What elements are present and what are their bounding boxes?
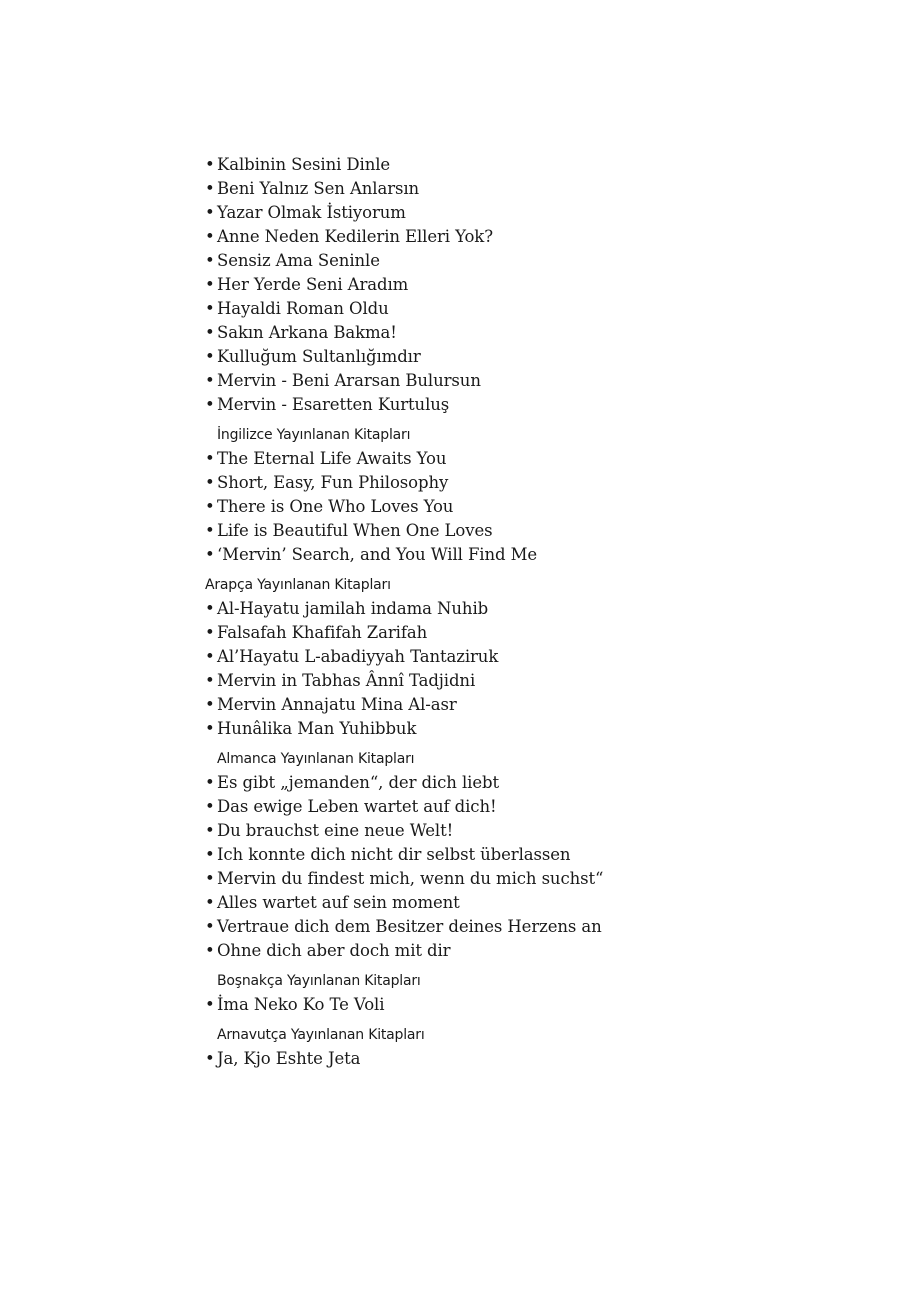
list-item	[205, 993, 765, 1017]
list-item	[205, 621, 765, 645]
section-english	[205, 424, 765, 567]
bullet-icon: •	[205, 227, 215, 246]
list-item	[205, 771, 765, 795]
list-item	[205, 471, 765, 495]
book-title: Anne Neden Kedilerin Elleri Yok?	[217, 227, 493, 246]
list-item	[205, 669, 765, 693]
bullet-icon: •	[205, 179, 215, 198]
bullet-icon: •	[205, 347, 215, 366]
bullet-icon: •	[205, 275, 215, 294]
book-title: Mervin du findest mich, wenn du mich suchst“	[217, 869, 604, 888]
list-item	[205, 1047, 765, 1071]
list-item	[205, 369, 765, 393]
book-title: Short, Easy, Fun Philosophy	[217, 473, 449, 492]
bullet-icon: •	[205, 395, 215, 414]
list-item	[205, 153, 765, 177]
list-item	[205, 177, 765, 201]
bullet-icon: •	[205, 251, 215, 270]
list-item	[205, 225, 765, 249]
list-item	[205, 891, 765, 915]
list-item	[205, 345, 765, 369]
list-item	[205, 693, 765, 717]
book-title: Mervin Annajatu Mina Al-asr	[217, 695, 457, 714]
bullet-icon: •	[205, 473, 215, 492]
list-item	[205, 519, 765, 543]
book-title: Mervin - Beni Ararsan Bulursun	[217, 371, 481, 390]
bullet-icon: •	[205, 623, 215, 642]
book-title: Vertraue dich dem Besitzer deines Herzens an	[217, 917, 602, 936]
section-albanian	[205, 1024, 765, 1071]
bullet-icon: •	[205, 869, 215, 888]
book-title: Mervin - Esaretten Kurtuluş	[217, 395, 450, 414]
section-heading: Arnavutça Yayınlanan Kitapları	[217, 1027, 425, 1043]
bullet-icon: •	[205, 1049, 215, 1068]
list-item	[205, 843, 765, 867]
book-title: Du brauchst eine neue Welt!	[217, 821, 454, 840]
book-title: Alles wartet auf sein moment	[217, 893, 460, 912]
list-item	[205, 321, 765, 345]
list-item	[205, 273, 765, 297]
list-item	[205, 939, 765, 963]
book-title: Hunâlika Man Yuhibbuk	[217, 719, 417, 738]
book-title: Hayaldi Roman Oldu	[217, 299, 389, 318]
book-title: Her Yerde Seni Aradım	[217, 275, 409, 294]
book-title: İma Neko Ko Te Voli	[217, 995, 385, 1014]
bullet-icon: •	[205, 647, 215, 666]
list-item	[205, 495, 765, 519]
list-item	[205, 597, 765, 621]
bullet-icon: •	[205, 155, 215, 174]
book-title: Kulluğum Sultanlığımdır	[217, 347, 421, 366]
bullet-icon: •	[205, 371, 215, 390]
bullet-icon: •	[205, 773, 215, 792]
bullet-icon: •	[205, 671, 215, 690]
bullet-icon: •	[205, 449, 215, 468]
bullet-icon: •	[205, 323, 215, 342]
section-german	[205, 748, 765, 963]
bullet-icon: •	[205, 845, 215, 864]
book-title: Life is Beautiful When One Loves	[217, 521, 493, 540]
list-item	[205, 819, 765, 843]
section-bosnian	[205, 970, 765, 1017]
list-item	[205, 645, 765, 669]
list-item	[205, 915, 765, 939]
bullet-icon: •	[205, 893, 215, 912]
list-item	[205, 867, 765, 891]
bullet-icon: •	[205, 203, 215, 222]
list-item	[205, 543, 765, 567]
book-title: Beni Yalnız Sen Anlarsın	[217, 179, 420, 198]
section-heading: Almanca Yayınlanan Kitapları	[217, 751, 415, 767]
book-title: Al-Hayatu jamilah indama Nuhib	[217, 599, 489, 618]
list-item	[205, 795, 765, 819]
list-item	[205, 393, 765, 417]
book-title: Mervin in Tabhas Ânnî Tadjidni	[217, 671, 476, 690]
section-heading: Arapça Yayınlanan Kitapları	[205, 577, 391, 593]
book-title: Ja, Kjo Eshte Jeta	[217, 1049, 361, 1068]
book-title: Sensiz Ama Seninle	[217, 251, 380, 270]
bullet-icon: •	[205, 719, 215, 738]
section-arabic	[205, 574, 765, 741]
bullet-icon: •	[205, 497, 215, 516]
list-item	[205, 447, 765, 471]
book-title: Ich konnte dich nicht dir selbst überlassen	[217, 845, 571, 864]
book-title: Ohne dich aber doch mit dir	[217, 941, 451, 960]
bullet-icon: •	[205, 299, 215, 318]
bullet-icon: •	[205, 599, 215, 618]
bullet-icon: •	[205, 521, 215, 540]
book-title: Kalbinin Sesini Dinle	[217, 155, 391, 174]
book-title: There is One Who Loves You	[217, 497, 454, 516]
bullet-icon: •	[205, 821, 215, 840]
section-turkish	[205, 153, 765, 417]
book-title: Yazar Olmak İstiyorum	[217, 203, 406, 222]
list-item	[205, 201, 765, 225]
bullet-icon: •	[205, 917, 215, 936]
book-title: Sakın Arkana Bakma!	[217, 323, 397, 342]
book-title: ‘Mervin’ Search, and You Will Find Me	[217, 545, 538, 564]
book-title: The Eternal Life Awaits You	[217, 449, 447, 468]
bullet-icon: •	[205, 797, 215, 816]
bullet-icon: •	[205, 545, 215, 564]
bullet-icon: •	[205, 941, 215, 960]
book-title: Falsafah Khafifah Zarifah	[217, 623, 428, 642]
section-heading: İngilizce Yayınlanan Kitapları	[217, 427, 411, 443]
bullet-icon: •	[205, 695, 215, 714]
book-title: Es gibt „jemanden“, der dich liebt	[217, 773, 499, 792]
list-item	[205, 249, 765, 273]
book-title: Al’Hayatu L-abadiyyah Tantaziruk	[217, 647, 499, 666]
list-item	[205, 717, 765, 741]
list-item	[205, 297, 765, 321]
book-list	[205, 153, 765, 1071]
bullet-icon: •	[205, 995, 215, 1014]
book-title: Das ewige Leben wartet auf dich!	[217, 797, 497, 816]
section-heading: Boşnakça Yayınlanan Kitapları	[217, 973, 421, 989]
